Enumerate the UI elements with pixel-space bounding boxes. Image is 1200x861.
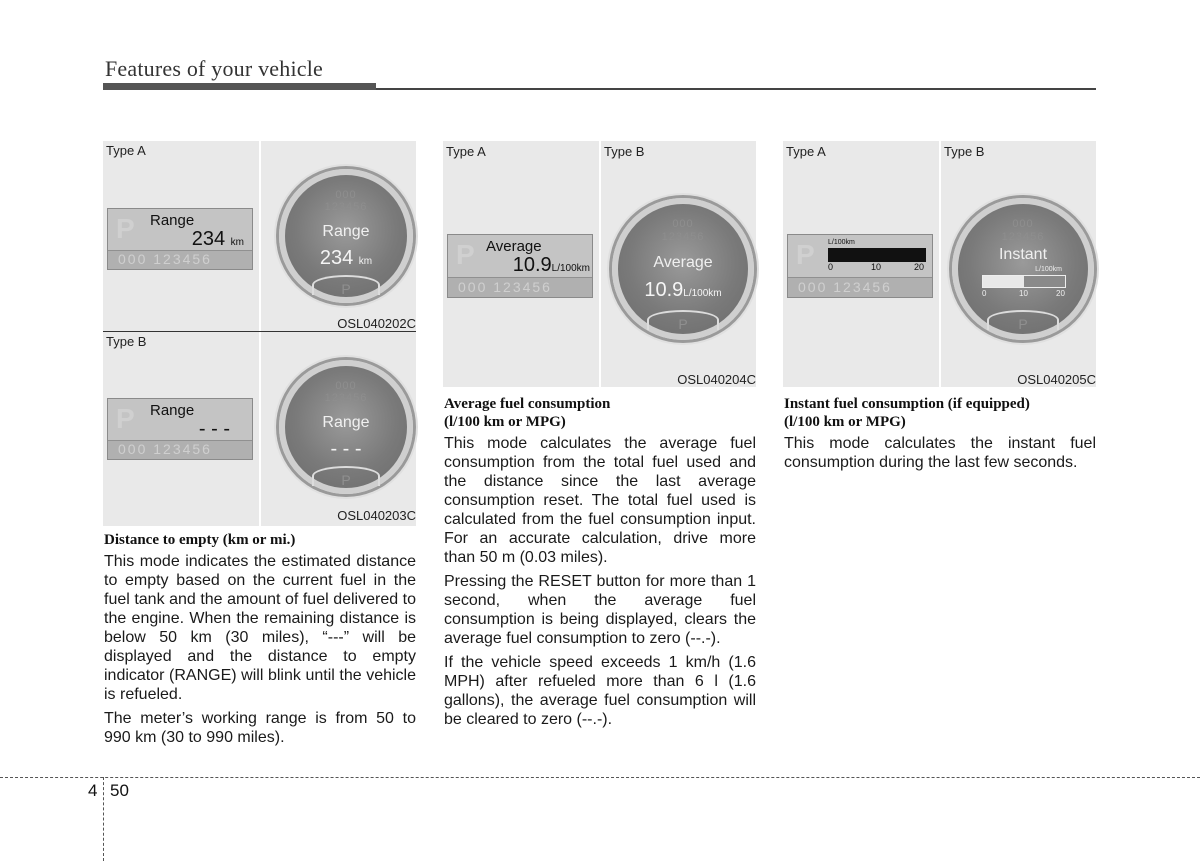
lcd-title: Average: [486, 238, 542, 255]
header-rule-thick: [103, 83, 376, 90]
gauge-value: 10.9L/100km: [644, 279, 722, 301]
header-rule-thin: [376, 88, 1096, 90]
section-heading-avg: Average fuel consumption (l/100 km or MPG): [444, 396, 611, 430]
type-label-b: Type B: [604, 144, 645, 159]
gauge-bar-fill: [983, 276, 1024, 287]
lcd-title: Range: [150, 402, 195, 419]
footer-divider: [103, 777, 104, 861]
gauge-bar-track: [982, 275, 1066, 288]
type-label: Type A: [106, 143, 146, 158]
footer-rule: [0, 777, 1200, 778]
type-label-a: Type A: [446, 144, 486, 159]
lcd-display: P 000 123456 Range - - -: [107, 398, 253, 460]
type-label: Type B: [106, 334, 147, 349]
paragraph: If the vehicle speed exceeds 1 km/h (1.6 MPH) after refueled more than 6 l (1.6 gallons), the average fuel consumption will be cleared to zero (--.-).: [444, 654, 756, 728]
lcd-value: 10.9L/100km: [512, 254, 590, 276]
page-header-title: Features of your vehicle: [105, 56, 324, 81]
lcd-bar-track: [828, 248, 926, 262]
figure-divider: [939, 141, 941, 387]
gauge-title: Range: [322, 414, 370, 431]
gauge-tick: 10: [1019, 289, 1028, 298]
paragraph: Pressing the RESET button for more than 1 second, when the average fuel consumption is being displayed, clears the average fuel consumption to zero (--.-).: [444, 573, 756, 647]
round-gauge-display: 000 123456 Average 10.9L/100km P: [612, 198, 754, 340]
lcd-bar-fill: [829, 249, 925, 261]
lcd-display: P 000 123456 Average 10.9L/100km: [447, 234, 593, 298]
lcd-value: 234 km: [191, 228, 244, 250]
figure-divider: [599, 141, 601, 387]
figure-code: OSL040203C: [337, 508, 416, 523]
lcd-display: P 000 123456 L/100km 0 10 20: [787, 234, 933, 298]
chapter-number: 4: [88, 781, 98, 800]
figure-dte-type-b: [103, 332, 416, 526]
round-gauge-display: 000 123456 Instant L/100km 0 10 20 P: [952, 198, 1094, 340]
round-gauge-display: 000 123456 Range 234 km P: [279, 169, 413, 303]
figure-average: [443, 141, 756, 387]
type-label-a: Type A: [786, 144, 826, 159]
lcd-value: - - -: [198, 418, 230, 440]
type-label-b: Type B: [944, 144, 985, 159]
lcd-tick: 20: [914, 262, 925, 272]
gauge-title: Range: [322, 223, 370, 240]
paragraph: This mode indicates the estimated distance to empty based on the current fuel in the fuel tank and the amount of fuel delivered to the engine. When the remaining distance is below 50 km (30 miles), “---” will be displayed and the distance to empty indicator (RANGE) will blink until the vehicle is refueled.: [104, 553, 416, 703]
paragraph: This mode calculates the instant fuel consumption during the last few seconds.: [784, 435, 1096, 471]
gauge-title: Instant: [998, 246, 1048, 263]
section-body-instant: [784, 434, 1096, 477]
figure-divider: [259, 141, 261, 331]
figure-code: OSL040202C: [337, 316, 416, 331]
lcd-title: Range: [150, 212, 195, 229]
section-heading-dte: Distance to empty (km or mi.): [104, 532, 296, 548]
gauge-value: - - -: [330, 438, 362, 460]
paragraph: This mode calculates the average fuel consumption from the total fuel used and the distance since the last average consumption reset. The total fuel used is calculated from the fuel consumption input. For an accurate calculation, drive more than 50 m (0.03 miles).: [444, 435, 756, 566]
figure-code: OSL040204C: [677, 372, 756, 387]
figure-dte-type-a: [103, 141, 416, 331]
gauge-value: 234 km: [319, 247, 373, 269]
gauge-tick: 0: [982, 289, 987, 298]
figure-instant: [783, 141, 1096, 387]
lcd-tick: 10: [871, 262, 882, 272]
gauge-tick: 20: [1056, 289, 1065, 298]
lcd-unit: L/100km: [828, 239, 855, 246]
page-number: 50: [110, 781, 129, 800]
figure-code: OSL040205C: [1017, 372, 1096, 387]
figure-divider: [259, 332, 261, 526]
gauge-unit: L/100km: [1035, 266, 1062, 273]
section-heading-instant: Instant fuel consumption (if equipped) (l/100 km or MPG): [784, 396, 1030, 430]
round-gauge-display: 000 123456 Range - - - P: [279, 360, 413, 494]
lcd-tick: 0: [828, 262, 834, 272]
paragraph: The meter’s working range is from 50 to 990 km (30 to 990 miles).: [104, 710, 416, 746]
section-body-dte: [104, 552, 416, 752]
section-body-avg: [444, 434, 756, 734]
gauge-title: Average: [653, 254, 713, 271]
lcd-display: P 000 123456 Range 234 km: [107, 208, 253, 270]
